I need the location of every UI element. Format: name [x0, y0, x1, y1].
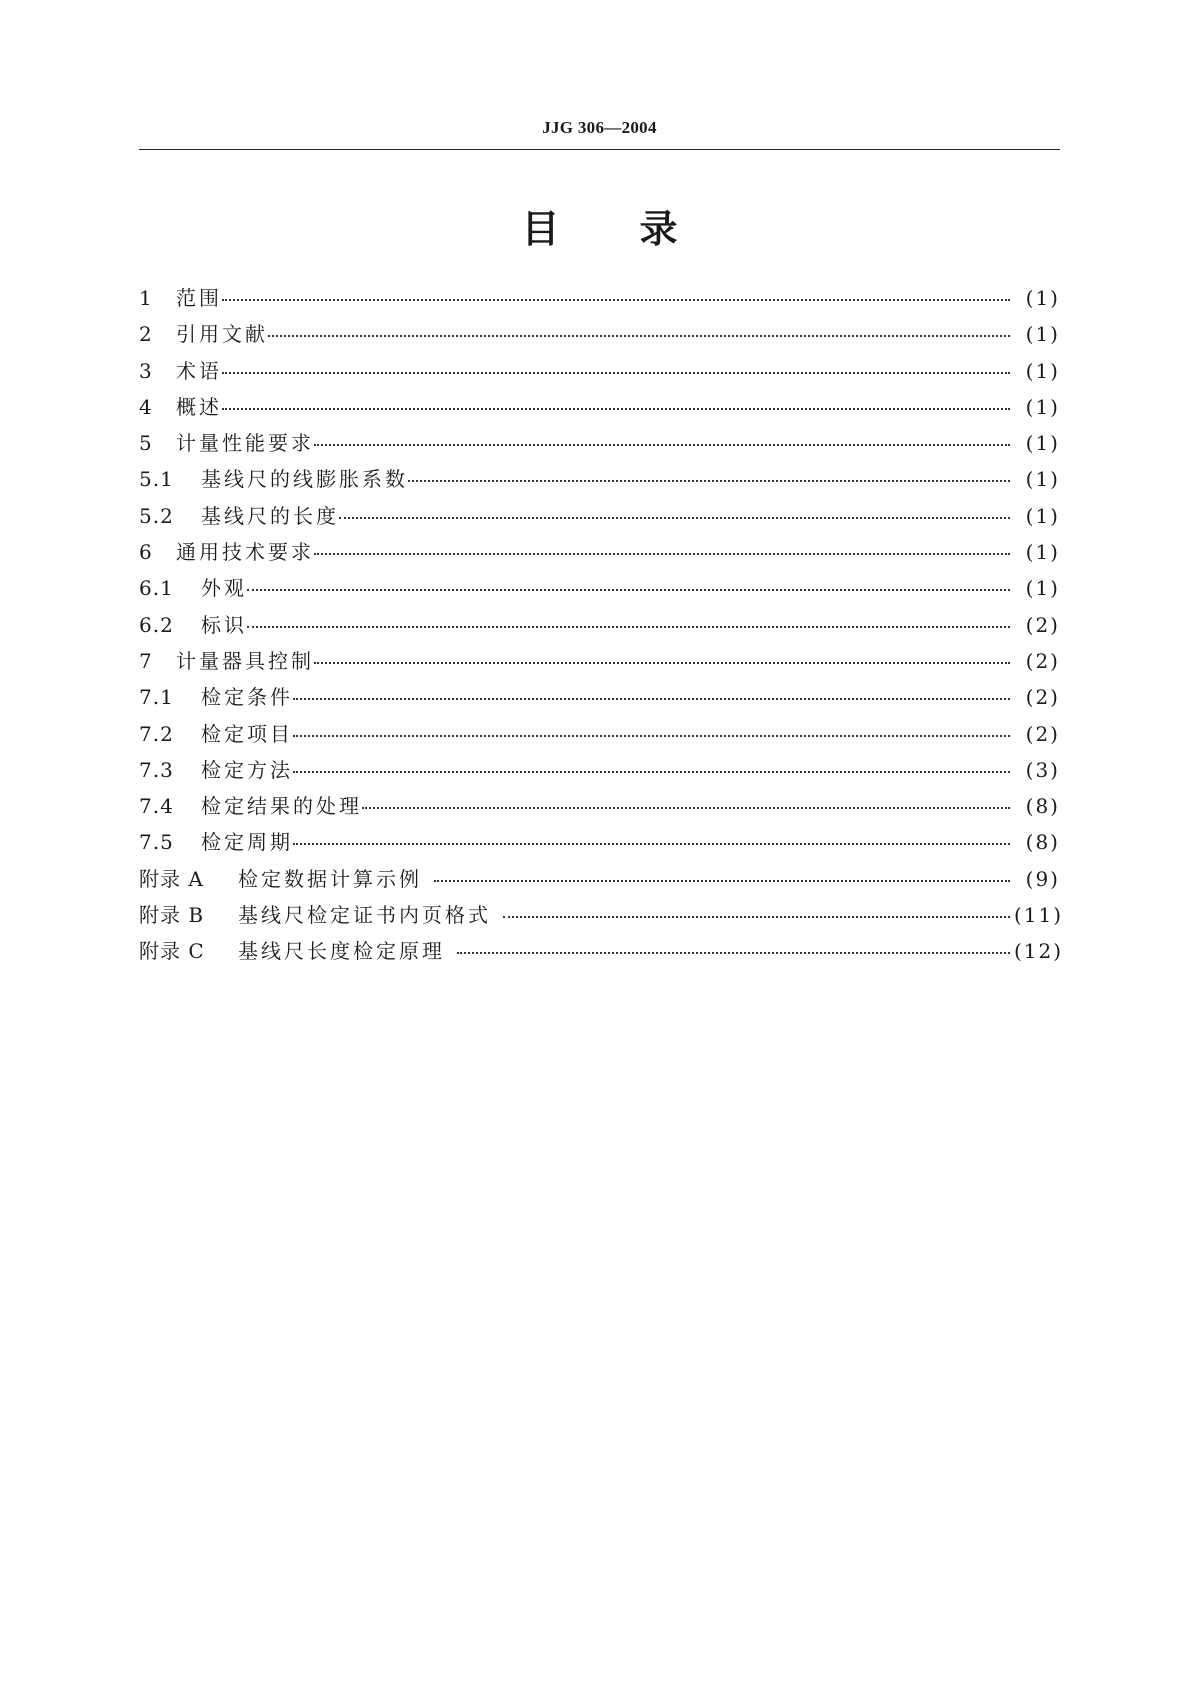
toc-entry-label: 基线尺的线膨胀系数 — [201, 467, 408, 492]
toc-entry[interactable] — [139, 935, 1064, 971]
toc-dot-leader — [222, 352, 1010, 374]
toc-entry-number: 5 — [139, 431, 153, 456]
toc-entry-page: (1) — [1025, 286, 1060, 310]
toc-entry-page: (1) — [1025, 467, 1060, 492]
toc-entry-page: (2) — [1025, 685, 1060, 710]
toc-entry[interactable] — [139, 391, 1060, 427]
toc-entry-page: (1) — [1025, 431, 1060, 456]
toc-entry[interactable] — [139, 500, 1060, 536]
toc-entry[interactable] — [139, 899, 1064, 935]
toc-entry-number: 7.3 — [139, 757, 174, 782]
toc-dot-leader — [314, 642, 1010, 664]
toc-entry[interactable] — [139, 572, 1060, 608]
toc-entry-number: 7.1 — [139, 685, 174, 710]
toc-entry-page: (11) — [1014, 903, 1064, 928]
toc-entry-label: 检定方法 — [201, 757, 293, 782]
toc-dot-leader — [503, 896, 1010, 918]
toc-entry-label: 概述 — [176, 394, 222, 419]
toc-entry-number: 5.1 — [139, 467, 174, 492]
toc-entry-number: 附录 A — [139, 866, 204, 891]
toc-entry-number: 4 — [139, 394, 153, 419]
toc-entry-page: (1) — [1025, 394, 1060, 419]
toc-dot-leader — [247, 606, 1010, 628]
toc-entry-page: (1) — [1025, 540, 1060, 565]
toc-entry-number: 附录 C — [139, 939, 205, 964]
toc-entry-page: (1) — [1025, 576, 1060, 601]
toc-entry[interactable] — [139, 609, 1060, 645]
toc-entry-page: (1) — [1025, 358, 1060, 383]
toc-dot-leader — [222, 388, 1010, 410]
toc-entry-number: 7 — [139, 648, 153, 673]
toc-entry-label: 计量性能要求 — [176, 431, 314, 456]
toc-dot-leader — [268, 315, 1010, 337]
toc-entry-number: 7.4 — [139, 794, 174, 819]
toc-entry-page: (3) — [1025, 757, 1060, 782]
toc-entry-page: (12) — [1014, 939, 1064, 964]
toc-entry-page: (8) — [1025, 794, 1060, 819]
toc-entry[interactable] — [139, 427, 1060, 463]
toc-entry-label: 标识 — [201, 612, 247, 637]
toc-entry-number: 7.2 — [139, 721, 174, 746]
toc-dot-leader — [314, 424, 1010, 446]
toc-entry-label: 外观 — [201, 576, 247, 601]
toc-entry-label: 检定条件 — [201, 685, 293, 710]
toc-entry-label: 基线尺的长度 — [201, 503, 339, 528]
toc-entry-page: (1) — [1025, 322, 1060, 347]
toc-dot-leader — [408, 460, 1010, 482]
document-code-header: JJG 306—2004 — [542, 118, 657, 137]
toc-entry-label: 计量器具控制 — [176, 648, 314, 673]
toc-entry-number: 6.1 — [139, 576, 174, 601]
toc-dot-leader — [362, 787, 1010, 809]
toc-entry[interactable] — [139, 318, 1060, 354]
toc-entry-label: 检定项目 — [201, 721, 293, 746]
toc-entry-number: 7.5 — [139, 830, 174, 855]
toc-dot-leader — [314, 533, 1010, 555]
toc-entry-page: (2) — [1025, 721, 1060, 746]
toc-entry-number: 6.2 — [139, 612, 174, 637]
toc-entry-label: 检定结果的处理 — [201, 794, 362, 819]
toc-entry-number: 5.2 — [139, 503, 174, 528]
toc-entry-number: 2 — [139, 322, 153, 347]
table-of-contents — [139, 282, 1064, 972]
toc-entry[interactable] — [139, 536, 1060, 572]
toc-dot-leader — [222, 279, 1010, 301]
toc-entry[interactable] — [139, 355, 1060, 391]
toc-entry-page: (8) — [1025, 830, 1060, 855]
toc-entry[interactable] — [139, 681, 1060, 717]
page-title — [139, 198, 1060, 253]
toc-entry[interactable] — [139, 754, 1060, 790]
toc-dot-leader — [293, 678, 1010, 700]
toc-entry-number: 附录 B — [139, 903, 205, 928]
toc-entry-page: (2) — [1025, 648, 1060, 673]
toc-entry-number: 3 — [139, 358, 153, 383]
toc-entry[interactable] — [139, 863, 1060, 899]
toc-entry-page: (1) — [1025, 503, 1060, 528]
toc-entry-label: 检定数据计算示例 — [238, 866, 422, 891]
toc-entry-label: 范围 — [176, 286, 222, 310]
toc-entry-label: 基线尺检定证书内页格式 — [238, 903, 491, 928]
title-char-2: 录 — [639, 207, 678, 251]
toc-dot-leader — [293, 823, 1010, 845]
toc-entry[interactable] — [139, 790, 1060, 826]
header-rule — [139, 149, 1060, 150]
toc-dot-leader — [247, 569, 1010, 591]
toc-entry[interactable] — [139, 463, 1060, 499]
toc-entry-label: 通用技术要求 — [176, 540, 314, 565]
toc-entry-label: 术语 — [176, 358, 222, 383]
toc-entry-number: 1 — [139, 286, 153, 310]
toc-dot-leader — [339, 497, 1010, 519]
toc-dot-leader — [457, 932, 1010, 954]
toc-entry-page: (9) — [1025, 866, 1060, 891]
toc-entry[interactable] — [139, 718, 1060, 754]
toc-dot-leader — [293, 715, 1010, 737]
toc-entry[interactable] — [139, 282, 1060, 318]
toc-dot-leader — [434, 860, 1010, 882]
toc-entry-number: 6 — [139, 540, 153, 565]
toc-dot-leader — [293, 751, 1010, 773]
toc-entry-page: (2) — [1025, 612, 1060, 637]
toc-entry-label: 引用文献 — [176, 322, 268, 347]
toc-entry-label: 基线尺长度检定原理 — [238, 939, 445, 964]
title-char-1: 目 — [521, 207, 560, 251]
toc-entry-label: 检定周期 — [201, 830, 293, 855]
toc-entry[interactable] — [139, 826, 1060, 862]
toc-entry[interactable] — [139, 645, 1060, 681]
